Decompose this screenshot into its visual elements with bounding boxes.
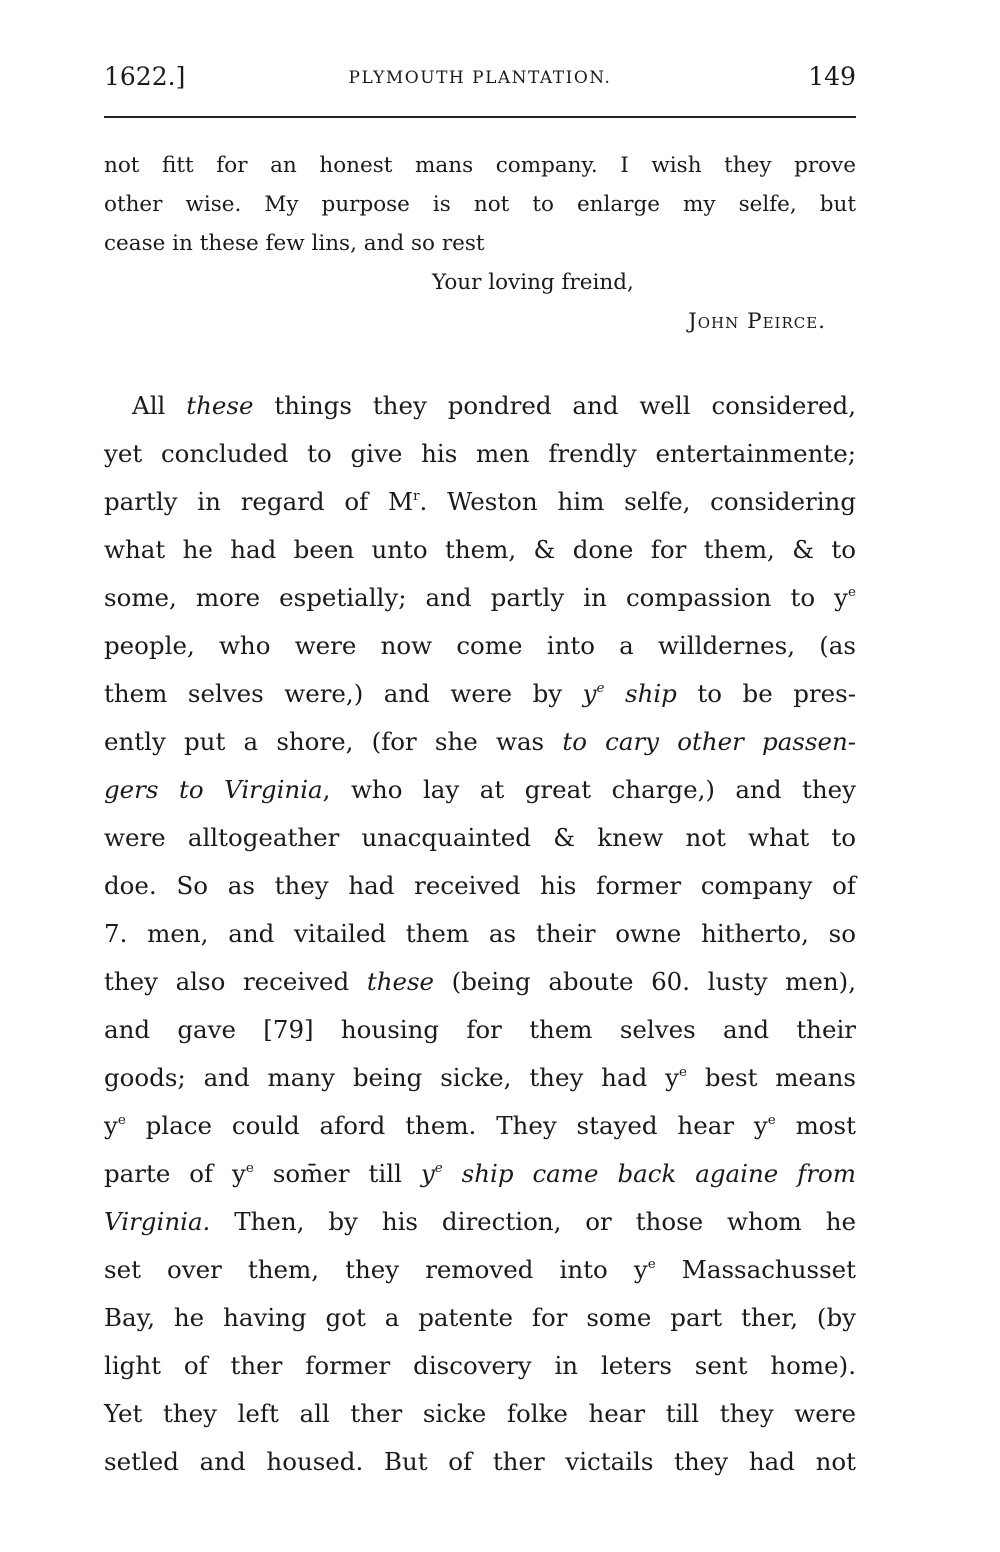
body-line: Yet they left all ther sicke folke hear till they were bbox=[104, 1399, 856, 1428]
body-line: goods; and many being sicke, they had $y^e$ best means bbox=[104, 1063, 856, 1092]
letter-excerpt bbox=[104, 146, 856, 341]
body-line: they also received these (being aboute 60. lusty men), bbox=[104, 967, 856, 996]
body-line: them selves were,) and were by $y^e$ ship to be pres- bbox=[104, 679, 856, 708]
body-line: 7. men, and vitailed them as their owne hitherto, so bbox=[104, 919, 856, 948]
body-line: light of ther former discovery in leters sent home). bbox=[104, 1351, 856, 1380]
letter-line: not fitt for an honest mans company. I wish they prove bbox=[104, 153, 856, 178]
body-line: partly in regard of $M^r$. Weston him selfe, considering bbox=[104, 487, 857, 516]
letter-closing: Your loving freind, bbox=[432, 270, 634, 295]
body-line: yet concluded to give his men frendly entertainmente; bbox=[104, 439, 856, 468]
letter-line: other wise. My purpose is not to enlarge my selfe, but bbox=[104, 192, 856, 217]
letter-signature: John Peirce. bbox=[688, 309, 826, 334]
body-line: set over them, they removed into $y^e$ Massachusset bbox=[104, 1255, 856, 1284]
header-rule bbox=[104, 116, 856, 118]
body-line: doe. So as they had received his former company of bbox=[104, 871, 856, 900]
body-line: what he had been unto them, & done for them, & to bbox=[104, 535, 856, 564]
header-year: 1622.] bbox=[104, 62, 186, 91]
running-header bbox=[104, 62, 856, 98]
body-line: were alltogeather unacquainted & knew not what to bbox=[104, 823, 856, 852]
body-line: $y^e$ place could aford them. They stayed hear $y^e$ most bbox=[104, 1111, 856, 1140]
page-number: 149 bbox=[808, 62, 856, 91]
body-line: Virginia. Then, by his direction, or those whom he bbox=[104, 1207, 856, 1236]
body-line: gers to Virginia, who lay at great charge,) and they bbox=[104, 775, 856, 804]
body-line: people, who were now come into a willdernes, (as bbox=[104, 631, 856, 660]
body-paragraph bbox=[104, 382, 856, 1486]
body-line: setled and housed. But of ther victails they had not bbox=[104, 1447, 856, 1476]
body-line: ently put a shore, (for she was to cary other passen- bbox=[104, 727, 857, 756]
body-line: some, more espetially; and partly in compassion to $y^e$ bbox=[104, 583, 856, 612]
letter-line: cease in these few lins, and so rest bbox=[104, 231, 485, 256]
header-title: PLYMOUTH PLANTATION. bbox=[348, 68, 612, 88]
body-line: and gave [79] housing for them selves and their bbox=[104, 1015, 856, 1044]
body-line: All these things they pondred and well considered, bbox=[132, 391, 857, 420]
body-line: Bay, he having got a patente for some part ther, (by bbox=[104, 1303, 856, 1332]
body-line: parte of $y^e$ som̄er till $y^e$ ship came back againe from bbox=[104, 1159, 856, 1188]
